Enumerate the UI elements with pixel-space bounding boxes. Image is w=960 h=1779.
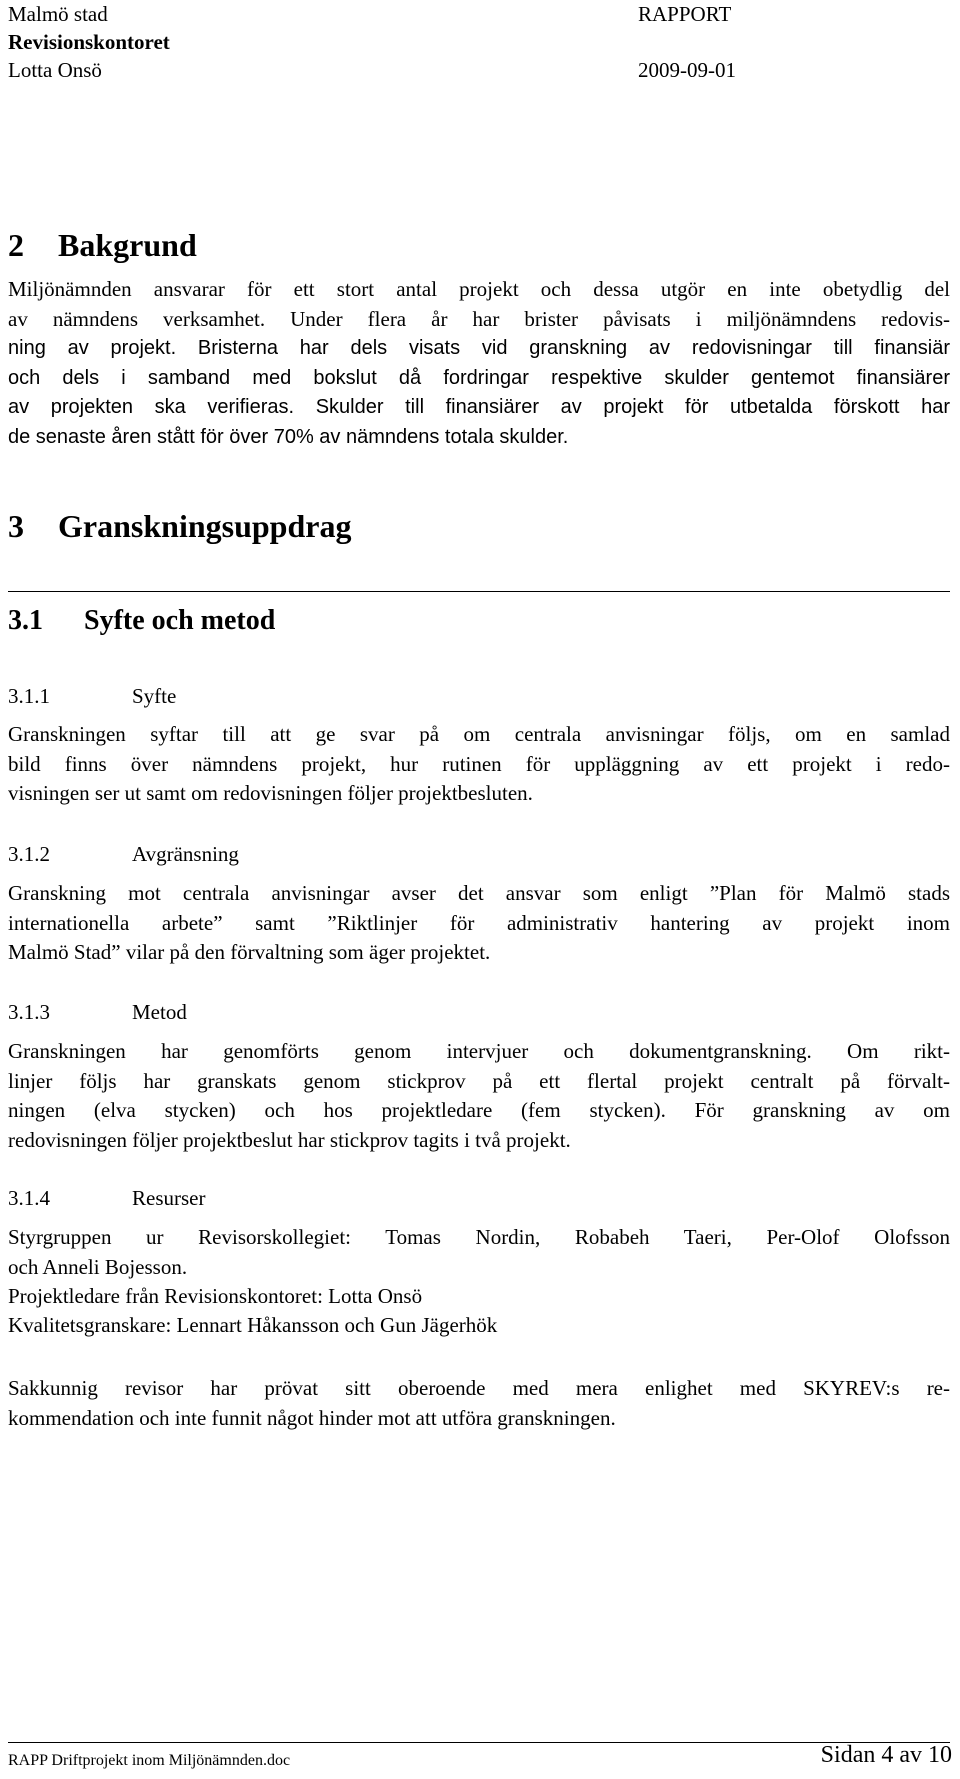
text-line: de senaste åren stått för över 70% av nämndens totala skulder. <box>8 425 569 448</box>
text-line: linjer följs har granskats genom stickprov på ett flertal projekt centralt på förvalt- <box>8 1068 950 1093</box>
text-line: ningen (elva stycken) och hos projektledare (fem stycken). För granskning av om <box>8 1098 950 1122</box>
heading-bakgrund <box>8 225 197 265</box>
heading-resurser <box>8 1184 205 1212</box>
paragraph-syfte <box>8 720 950 809</box>
text-line: av projekten ska verifieras. Skulder till finansiärer av projekt för utbetalda förskott har <box>8 396 950 418</box>
heading-number: 3 <box>8 508 24 544</box>
text-line: Malmö Stad” vilar på den förvaltning som äger projektet. <box>8 940 491 964</box>
text-line: Granskningen syftar till att ge svar på om centrala anvisningar följs, om en samlad <box>8 722 950 746</box>
text-line: Sakkunnig revisor har prövat sitt oberoende med mera enlighet med SKYREV:s re- <box>8 1376 950 1400</box>
header-author: Lotta Onsö <box>8 58 102 82</box>
text-line: och Anneli Bojesson. <box>8 1254 188 1279</box>
footer-page-total: 10 <box>928 1742 952 1768</box>
text-line: Miljönämnden ansvarar för ett stort antal projekt och dessa utgör en inte obetydlig del <box>8 277 950 301</box>
heading-number: 3.1.2 <box>8 842 50 866</box>
projektledare-line: Projektledare från Revisionskontoret: Lotta Onsö <box>8 1284 423 1308</box>
heading-number: 3.1.3 <box>8 1000 50 1024</box>
heading-title: Bakgrund <box>58 227 197 263</box>
text-line: ning av projekt. Bristerna har dels visats vid granskning av redovisningar till finansiär <box>8 337 950 359</box>
text-line: bild finns över nämndens projekt, hur rutinen för uppläggning av ett projekt i redo- <box>8 751 950 776</box>
footer-rule <box>8 1742 950 1743</box>
paragraph-avgransning <box>8 879 950 968</box>
footer-page-current: 4 <box>881 1742 894 1768</box>
header-date: 2009-09-01 <box>638 58 736 82</box>
text-line: och dels i samband med bokslut då fordringar respektive skulder gentemot finansiärer <box>8 366 950 389</box>
heading-title: Metod <box>132 1000 187 1024</box>
heading-number: 2 <box>8 227 24 263</box>
heading-granskningsuppdrag <box>8 506 351 546</box>
heading-number: 3.1.4 <box>8 1186 50 1210</box>
header-office: Revisionskontoret <box>8 30 170 54</box>
footer-page-number <box>821 1742 952 1769</box>
heading-metod <box>8 998 187 1026</box>
heading-number: 3.1 <box>8 605 43 636</box>
heading-title: Granskningsuppdrag <box>58 508 352 544</box>
heading-title: Syfte <box>132 684 177 708</box>
paragraph-metod <box>8 1037 950 1155</box>
heading-title: Syfte och metod <box>84 605 276 636</box>
text-line: av nämndens verksamhet. Under flera år har brister påvisats i miljönämndens redovis- <box>8 306 950 331</box>
heading-number: 3.1.1 <box>8 684 50 708</box>
paragraph-styrgrupp <box>8 1223 950 1282</box>
paragraph-sakkunnig <box>8 1374 950 1433</box>
heading-title: Avgränsning <box>132 842 239 866</box>
header-org: Malmö stad <box>8 2 108 26</box>
paragraph-bakgrund <box>8 275 950 452</box>
heading-avgransning <box>8 840 239 868</box>
text-line: kommendation och inte funnit något hinder mot att utföra granskningen. <box>8 1405 616 1430</box>
header-doc-type: RAPPORT <box>638 2 732 26</box>
heading-syfte-och-metod <box>8 603 275 639</box>
heading-title: Resurser <box>132 1186 206 1210</box>
footer-page-label: Sidan <box>820 1742 876 1768</box>
heading-syfte <box>8 682 176 710</box>
heading-rule <box>8 591 950 592</box>
text-line: Granskningen har genomförts genom intervjuer och dokumentgranskning. Om rikt- <box>8 1039 950 1063</box>
text-line: redovisningen följer projektbeslut har stickprov tagits i två projekt. <box>8 1127 571 1152</box>
text-line: Granskning mot centrala anvisningar avser det ansvar som enligt ”Plan för Malmö stads <box>8 881 950 905</box>
text-line: internationella arbete” samt ”Riktlinjer för administrativ hantering av projekt inom <box>8 910 950 935</box>
footer-filename: RAPP Driftprojekt inom Miljönämnden.doc <box>8 1752 291 1769</box>
text-line: Styrgruppen ur Revisorskollegiet: Tomas Nordin, Robabeh Taeri, Per-Olof Olofsson <box>8 1225 950 1249</box>
text-line: visningen ser ut samt om redovisningen följer projektbesluten. <box>8 781 533 805</box>
kvalitetsgranskare-line: Kvalitetsgranskare: Lennart Håkansson och Gun Jägerhök <box>8 1313 498 1337</box>
footer-page-of: av <box>899 1742 922 1768</box>
